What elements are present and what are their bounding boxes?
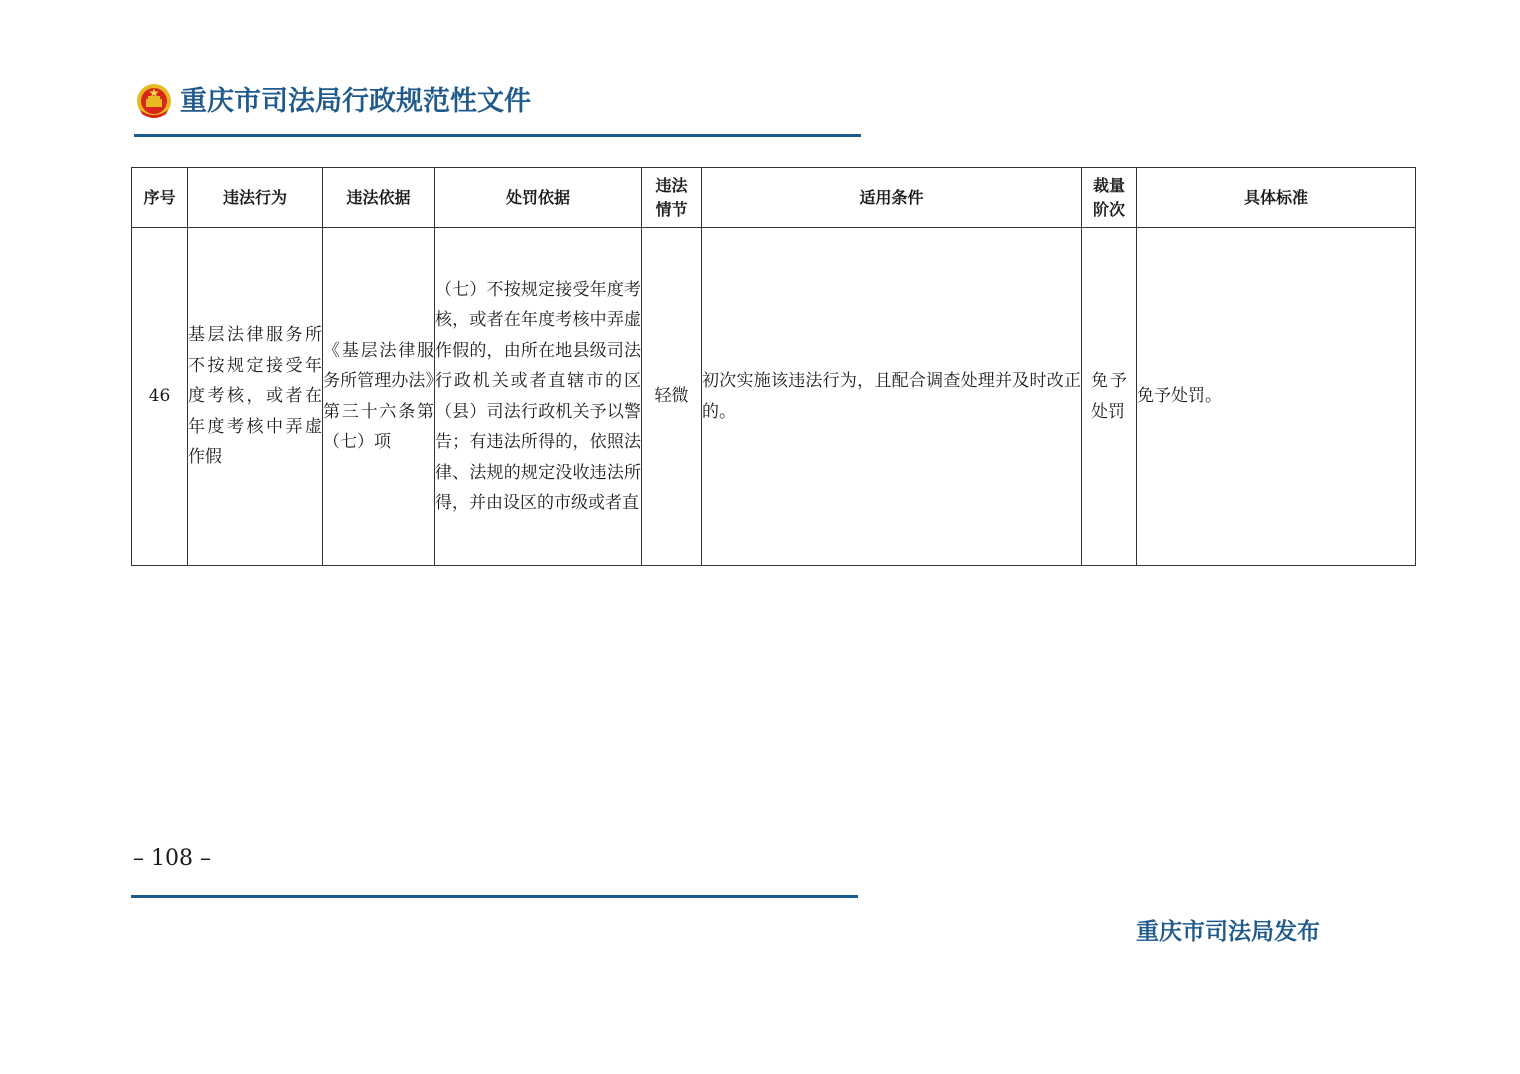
col-header-standard: 具体标准	[1137, 168, 1416, 228]
publisher-label: 重庆市司法局发布	[1136, 919, 1320, 945]
col-header-penalty-basis: 处罚依据	[435, 168, 642, 228]
header-title: 重庆市司法局行政规范性文件	[180, 85, 531, 117]
col-header-discretion-level: 裁量 阶次	[1082, 168, 1137, 228]
document-header	[136, 80, 531, 122]
penalty-table	[131, 167, 1416, 566]
table-header-row	[132, 168, 1416, 228]
footer-rule	[131, 895, 858, 898]
cell-condition: 初次实施该违法行为，且配合调查处理并及时改正的。	[702, 228, 1082, 566]
col-header-condition: 适用条件	[702, 168, 1082, 228]
col-header-severity: 违法 情节	[642, 168, 702, 228]
cell-standard: 免予处罚。	[1137, 228, 1416, 566]
cell-severity: 轻微	[642, 228, 702, 566]
national-emblem-icon	[136, 82, 172, 120]
table-row	[132, 228, 1416, 566]
col-header-legal-basis: 违法依据	[323, 168, 435, 228]
header-rule	[134, 134, 861, 137]
cell-legal-basis: 《基层法律服务所管理办法》第三十六条第（七）项	[323, 228, 435, 566]
cell-discretion-level: 免予处罚	[1082, 228, 1137, 566]
col-header-violation: 违法行为	[188, 168, 323, 228]
page-number: – 108 –	[133, 846, 211, 871]
cell-index: 46	[132, 228, 188, 566]
col-header-index: 序号	[132, 168, 188, 228]
cell-penalty-basis: （七）不按规定接受年度考核，或者在年度考核中弄虚作假的，由所在地县级司法行政机关或者直辖市的区（县）司法行政机关予以警告；有违法所得的，依照法律、法规的规定没收违法所得，并由设区的市级或者直	[435, 228, 642, 566]
cell-violation: 基层法律服务所不按规定接受年度考核，或者在年度考核中弄虚作假	[188, 228, 323, 566]
